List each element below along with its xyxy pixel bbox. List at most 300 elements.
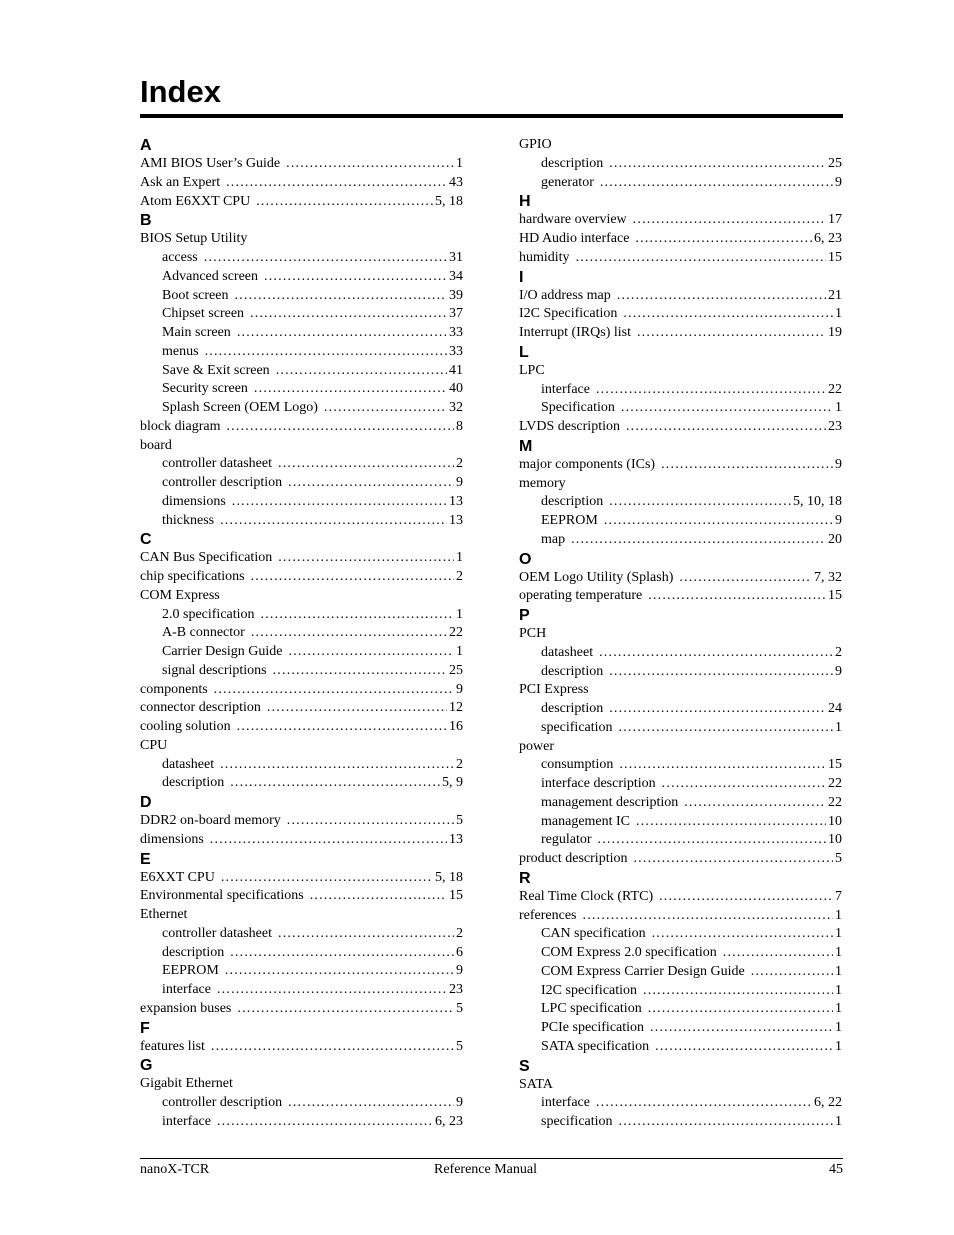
index-term: operating temperature xyxy=(519,588,643,604)
dot-leader xyxy=(621,399,833,418)
index-subentry xyxy=(519,1113,842,1132)
dot-leader xyxy=(324,399,447,418)
page-reference: 21 xyxy=(828,287,842,303)
dot-leader xyxy=(617,287,826,306)
dot-leader xyxy=(600,174,833,193)
page-reference: 9 xyxy=(835,513,842,528)
page-reference: 22 xyxy=(828,381,842,397)
page-reference: 5 xyxy=(456,1038,463,1054)
dot-leader xyxy=(619,756,826,775)
page-reference: 15 xyxy=(828,588,842,604)
page-reference: 6, 23 xyxy=(814,231,842,246)
page-reference: 1 xyxy=(835,1020,842,1035)
index-subentry xyxy=(519,1019,842,1038)
page-reference: 7, 32 xyxy=(814,569,842,585)
index-term: PCI Express xyxy=(519,682,589,698)
dot-leader xyxy=(264,268,447,287)
dot-leader xyxy=(659,888,833,907)
index-term: dimensions xyxy=(140,831,204,847)
index-term: COM Express xyxy=(140,587,220,603)
footer-document-title: Reference Manual xyxy=(434,1162,537,1177)
page-reference: 32 xyxy=(449,400,463,415)
dot-leader xyxy=(652,925,833,944)
index-subentry xyxy=(140,662,463,681)
index-entry xyxy=(140,193,463,212)
index-term: EEPROM xyxy=(541,513,598,528)
index-term: description xyxy=(162,775,225,791)
dot-leader xyxy=(751,963,833,982)
page-reference: 15 xyxy=(828,757,842,773)
index-entry xyxy=(140,174,463,193)
page-reference: 1 xyxy=(835,982,842,998)
section-letter: C xyxy=(140,531,152,549)
page-reference: 22 xyxy=(828,794,842,810)
index-term: COM Express Carrier Design Guide xyxy=(541,963,745,979)
index-subentry xyxy=(140,380,463,399)
index-entry xyxy=(519,888,842,907)
index-term: Gigabit Ethernet xyxy=(140,1076,233,1092)
index-entry xyxy=(140,718,463,737)
dot-leader xyxy=(232,493,447,512)
index-entry xyxy=(519,625,842,644)
index-term: thickness xyxy=(162,512,215,528)
index-term: features list xyxy=(140,1038,205,1054)
section-letter: O xyxy=(519,550,532,568)
index-subentry xyxy=(140,756,463,775)
index-term: specification xyxy=(541,1114,613,1129)
section-letter: G xyxy=(140,1057,153,1075)
index-entry xyxy=(519,249,842,268)
page-reference: 2 xyxy=(835,644,842,660)
index-subentry xyxy=(140,399,463,418)
index-term: signal descriptions xyxy=(162,662,267,678)
index-term: controller datasheet xyxy=(162,925,273,941)
dot-leader xyxy=(205,343,447,362)
page-reference: 2 xyxy=(456,456,463,472)
section-letter: P xyxy=(519,607,530,624)
index-term: Atom E6XXT CPU xyxy=(140,193,251,209)
index-term: hardware overview xyxy=(519,212,627,228)
index-subentry xyxy=(519,831,842,850)
page-reference: 33 xyxy=(449,325,463,340)
dot-leader xyxy=(679,569,812,588)
page-reference: 19 xyxy=(828,325,842,340)
index-term: Chipset screen xyxy=(162,306,245,322)
index-subentry xyxy=(140,324,463,343)
section-letter: M xyxy=(519,437,533,455)
page-reference: 1 xyxy=(456,644,463,659)
dot-leader xyxy=(220,512,447,531)
index-term: EEPROM xyxy=(162,963,219,979)
dot-leader xyxy=(286,155,454,174)
dot-leader xyxy=(596,1094,812,1113)
page-reference: 15 xyxy=(449,888,463,904)
section-letter: E xyxy=(140,850,151,868)
page-reference: 9 xyxy=(456,475,463,490)
page-reference: 8 xyxy=(456,418,463,434)
page-reference: 23 xyxy=(449,982,463,997)
page-reference: 25 xyxy=(449,662,463,678)
index-subentry xyxy=(519,794,842,813)
dot-leader xyxy=(287,812,454,831)
dot-leader xyxy=(609,700,826,719)
index-term: I2C Specification xyxy=(519,306,618,322)
page-reference: 40 xyxy=(449,381,463,397)
index-term: description xyxy=(541,701,604,716)
index-entry xyxy=(519,1076,842,1095)
index-subentry xyxy=(140,249,463,268)
index-term: CAN specification xyxy=(541,926,646,942)
index-term: management description xyxy=(541,794,679,810)
index-term: OEM Logo Utility (Splash) xyxy=(519,569,674,585)
dot-leader xyxy=(623,305,833,324)
index-subentry xyxy=(140,493,463,512)
index-term: E6XXT CPU xyxy=(140,869,215,885)
page-reference: 1 xyxy=(835,1038,842,1054)
index-entry xyxy=(519,569,842,588)
index-entry xyxy=(140,230,463,249)
index-term: COM Express 2.0 specification xyxy=(541,945,717,960)
dot-leader xyxy=(626,418,826,437)
index-subentry xyxy=(519,493,842,512)
index-subentry xyxy=(140,962,463,981)
dot-leader xyxy=(256,193,433,212)
page-title: Index xyxy=(140,74,221,109)
dot-leader xyxy=(273,662,447,681)
index-subentry xyxy=(140,981,463,1000)
dot-leader xyxy=(225,962,454,981)
index-term: Splash Screen (OEM Logo) xyxy=(162,400,318,415)
dot-leader xyxy=(571,531,826,550)
index-term: power xyxy=(519,738,554,754)
index-term: Ethernet xyxy=(140,907,188,922)
index-term: generator xyxy=(541,174,594,190)
index-entry xyxy=(140,869,463,888)
index-term: Save & Exit screen xyxy=(162,362,270,378)
page-reference: 43 xyxy=(449,174,463,190)
index-term: LVDS description xyxy=(519,419,620,434)
index-term: regulator xyxy=(541,832,592,848)
index-term: Ask an Expert xyxy=(140,174,221,190)
dot-leader xyxy=(648,1000,833,1019)
index-entry xyxy=(519,211,842,230)
page-reference: 2 xyxy=(456,925,463,941)
page-reference: 10 xyxy=(828,813,842,829)
index-subentry xyxy=(519,663,842,682)
index-subentry xyxy=(519,531,842,550)
page-reference: 41 xyxy=(449,362,463,378)
index-term: LPC xyxy=(519,362,545,378)
index-term: datasheet xyxy=(162,756,215,772)
index-term: dimensions xyxy=(162,493,226,509)
index-term: description xyxy=(162,944,225,960)
dot-leader xyxy=(598,831,826,850)
index-subentry xyxy=(140,512,463,531)
index-subentry xyxy=(519,925,842,944)
index-entry xyxy=(140,568,463,587)
index-entry xyxy=(519,475,842,494)
dot-leader xyxy=(596,381,826,400)
section-letter: S xyxy=(519,1057,530,1075)
dot-leader xyxy=(288,474,454,493)
page-reference: 9 xyxy=(456,681,463,697)
page-reference: 5 xyxy=(456,813,463,828)
dot-leader xyxy=(278,549,454,568)
page-reference: 13 xyxy=(449,512,463,528)
index-term: chip specifications xyxy=(140,569,245,584)
page-reference: 25 xyxy=(828,155,842,171)
dot-leader xyxy=(583,907,833,926)
index-term: board xyxy=(140,437,172,453)
dot-leader xyxy=(250,305,447,324)
dot-leader xyxy=(289,643,454,662)
index-term: SATA specification xyxy=(541,1038,650,1054)
index-subentry xyxy=(140,268,463,287)
section-letter: L xyxy=(519,343,529,361)
index-entry xyxy=(140,1038,463,1057)
page-footer xyxy=(140,1158,843,1177)
page-reference: 1 xyxy=(835,963,842,979)
dot-leader xyxy=(648,587,826,606)
dot-leader xyxy=(237,1000,454,1019)
index-subentry xyxy=(140,455,463,474)
index-subentry xyxy=(519,174,842,193)
page-reference: 2 xyxy=(456,756,463,772)
dot-leader xyxy=(576,249,826,268)
page-reference: 5, 9 xyxy=(442,775,463,791)
page-reference: 22 xyxy=(449,625,463,641)
page-reference: 1 xyxy=(835,400,842,416)
index-subentry xyxy=(519,756,842,775)
index-term: A-B connector xyxy=(162,625,245,641)
index-term: expansion buses xyxy=(140,1000,232,1016)
index-term: I/O address map xyxy=(519,287,611,303)
page-reference: 23 xyxy=(828,419,842,434)
index-term: controller description xyxy=(162,1095,283,1110)
index-term: description xyxy=(541,494,604,510)
index-subentry xyxy=(140,305,463,324)
page-reference: 9 xyxy=(835,663,842,679)
index-entry xyxy=(519,287,842,306)
dot-leader xyxy=(251,568,454,587)
dot-leader xyxy=(633,850,833,869)
index-term: major components (ICs) xyxy=(519,456,656,472)
page-reference: 13 xyxy=(449,831,463,847)
page-reference: 2 xyxy=(456,569,463,584)
section-letter: D xyxy=(140,794,152,811)
index-term: description xyxy=(541,663,604,679)
dot-leader xyxy=(636,813,826,832)
index-entry xyxy=(519,324,842,343)
index-subentry xyxy=(519,381,842,400)
page-reference: 22 xyxy=(828,776,842,791)
dot-leader xyxy=(261,606,454,625)
dot-leader xyxy=(217,981,447,1000)
dot-leader xyxy=(288,1094,454,1113)
index-entry xyxy=(140,1075,463,1094)
dot-leader xyxy=(609,155,826,174)
index-term: interface xyxy=(541,1095,590,1111)
index-entry xyxy=(140,681,463,700)
dot-leader xyxy=(204,249,447,268)
dot-leader xyxy=(220,756,454,775)
index-term: interface xyxy=(541,381,590,397)
index-term: interface xyxy=(162,982,211,997)
page-reference: 20 xyxy=(828,531,842,547)
page-reference: 1 xyxy=(456,606,463,622)
dot-leader xyxy=(226,174,447,193)
dot-leader xyxy=(221,869,433,888)
dot-leader xyxy=(310,887,447,906)
dot-leader xyxy=(267,699,447,718)
index-term: CAN Bus Specification xyxy=(140,550,273,566)
index-term: Security screen xyxy=(162,381,248,397)
section-letter: F xyxy=(140,1019,150,1037)
index-subentry xyxy=(140,624,463,643)
dot-leader xyxy=(278,925,454,944)
page-reference: 6 xyxy=(456,944,463,960)
index-subentry xyxy=(140,774,463,793)
index-term: Boot screen xyxy=(162,287,229,303)
index-term: consumption xyxy=(541,757,614,773)
page-reference: 6, 23 xyxy=(435,1113,463,1129)
dot-leader xyxy=(230,944,454,963)
index-term: access xyxy=(162,250,198,265)
index-entry xyxy=(140,737,463,756)
page-reference: 1 xyxy=(835,1001,842,1017)
index-term: interface xyxy=(162,1113,211,1129)
dot-leader xyxy=(619,719,833,738)
index-term: CPU xyxy=(140,737,168,753)
dot-leader xyxy=(684,794,826,813)
page-reference: 13 xyxy=(449,493,463,509)
page-reference: 39 xyxy=(449,287,463,303)
page-reference: 1 xyxy=(835,1114,842,1129)
index-subentry xyxy=(519,1094,842,1113)
dot-leader xyxy=(214,681,454,700)
dot-leader xyxy=(633,211,826,230)
index-subentry xyxy=(519,644,842,663)
dot-leader xyxy=(251,624,447,643)
index-term: 2.0 specification xyxy=(162,606,255,622)
index-entry xyxy=(140,831,463,850)
page-reference: 5, 10, 18 xyxy=(793,494,842,510)
index-subentry xyxy=(519,1038,842,1057)
index-subentry xyxy=(140,606,463,625)
index-subentry xyxy=(140,362,463,381)
index-subentry xyxy=(519,155,842,174)
dot-leader xyxy=(619,1113,833,1132)
dot-leader xyxy=(230,774,440,793)
page-reference: 9 xyxy=(456,1095,463,1110)
index-entry xyxy=(519,418,842,437)
index-subentry xyxy=(140,474,463,493)
page-reference: 9 xyxy=(835,174,842,190)
index-entry xyxy=(140,418,463,437)
dot-leader xyxy=(655,1038,833,1057)
index-subentry xyxy=(519,1000,842,1019)
index-subentry xyxy=(519,944,842,963)
dot-leader xyxy=(599,644,833,663)
index-entry xyxy=(140,906,463,925)
index-term: Main screen xyxy=(162,325,231,340)
page-reference: 9 xyxy=(456,963,463,979)
index-term: SATA xyxy=(519,1076,553,1092)
page-reference: 1 xyxy=(835,926,842,942)
index-entry xyxy=(519,230,842,249)
footer-product: nanoX-TCR xyxy=(140,1162,210,1177)
page-reference: 33 xyxy=(449,343,463,359)
page-reference: 1 xyxy=(835,719,842,735)
page-reference: 5 xyxy=(835,851,842,866)
index-subentry xyxy=(519,963,842,982)
dot-leader xyxy=(210,831,447,850)
index-term: LPC specification xyxy=(541,1001,642,1017)
index-term: datasheet xyxy=(541,644,594,660)
index-term: references xyxy=(519,907,577,923)
page-reference: 7 xyxy=(835,888,842,904)
index-subentry xyxy=(140,343,463,362)
index-entry xyxy=(140,587,463,606)
index-term: cooling solution xyxy=(140,719,231,734)
index-term: controller description xyxy=(162,475,283,490)
index-column-left xyxy=(140,136,463,1132)
index-entry xyxy=(519,587,842,606)
index-subentry xyxy=(519,399,842,418)
index-entry xyxy=(519,362,842,381)
index-term: connector description xyxy=(140,700,261,716)
page-reference: 34 xyxy=(449,268,463,284)
index-term: interface description xyxy=(541,776,656,791)
index-entry xyxy=(140,1000,463,1019)
index-term: components xyxy=(140,681,208,697)
index-subentry xyxy=(140,1094,463,1113)
index-entry xyxy=(519,305,842,324)
page-reference: 5, 18 xyxy=(435,193,463,209)
index-subentry xyxy=(140,944,463,963)
index-term: humidity xyxy=(519,249,570,265)
dot-leader xyxy=(650,1019,833,1038)
index-entry xyxy=(519,681,842,700)
index-entry xyxy=(519,907,842,926)
page-reference: 12 xyxy=(449,700,463,716)
index-term: description xyxy=(541,155,604,171)
dot-leader xyxy=(609,663,833,682)
index-term: Environmental specifications xyxy=(140,888,304,904)
dot-leader xyxy=(237,718,447,737)
dot-leader xyxy=(234,287,447,306)
index-term: management IC xyxy=(541,813,631,829)
page-reference: 15 xyxy=(828,249,842,265)
section-letter: B xyxy=(140,212,152,230)
page-reference: 1 xyxy=(835,306,842,322)
index-entry xyxy=(140,155,463,174)
dot-leader xyxy=(217,1113,433,1132)
page-reference: 5 xyxy=(456,1000,463,1016)
page-reference: 9 xyxy=(835,456,842,472)
index-entry xyxy=(519,738,842,757)
index-term: controller datasheet xyxy=(162,456,273,472)
page-reference: 37 xyxy=(449,306,463,322)
index-subentry xyxy=(140,643,463,662)
index-term: specification xyxy=(541,719,613,735)
index-term: DDR2 on-board memory xyxy=(140,813,281,828)
index-term: PCH xyxy=(519,626,547,641)
index-term: map xyxy=(541,531,566,547)
title-rule xyxy=(140,114,843,118)
dot-leader xyxy=(609,493,791,512)
dot-leader xyxy=(226,418,454,437)
